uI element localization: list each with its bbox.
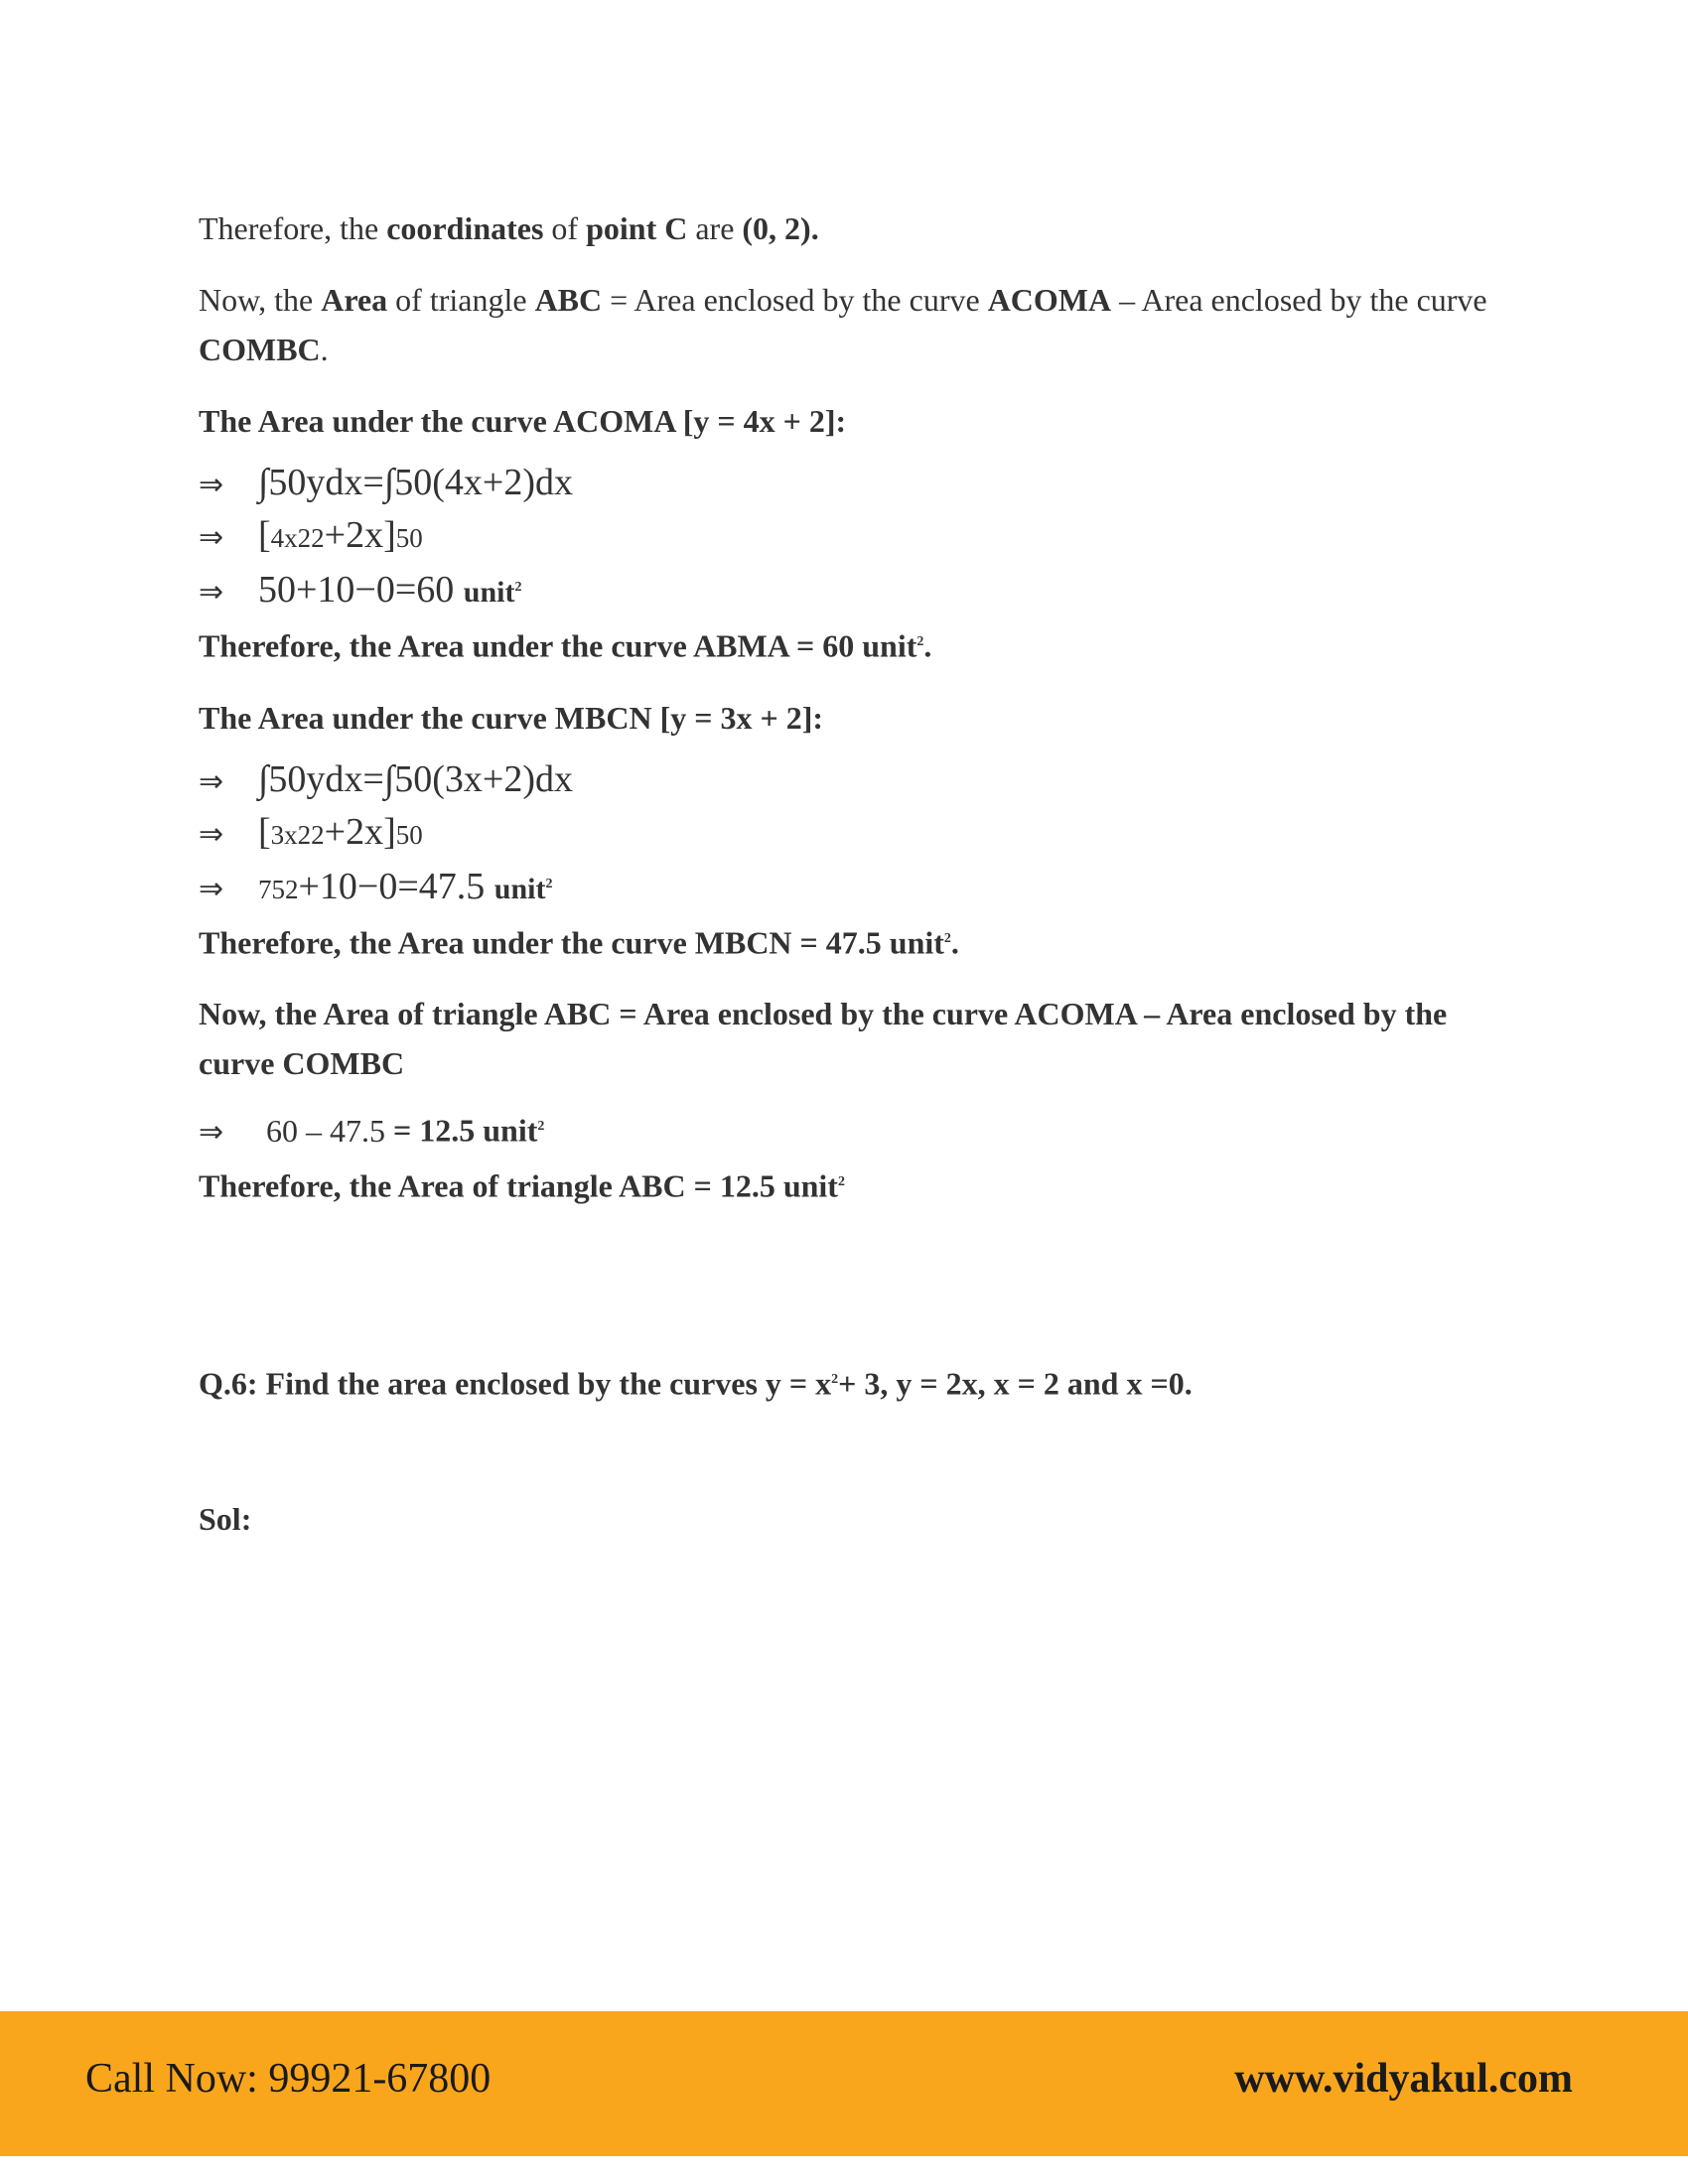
triangle-calculation-line [199, 1102, 1489, 1158]
area-intro-paragraph [199, 275, 1489, 374]
bold-text: Area [321, 282, 388, 318]
acoma-heading: The Area under the curve ACOMA [y = 4x + 2]: [199, 403, 847, 439]
result-text: Therefore, the Area of triangle ABC = 12.5 unit [199, 1167, 838, 1204]
math-expression: [ [258, 514, 271, 556]
text: are [687, 210, 743, 246]
text: – Area enclosed by the curve [1111, 282, 1487, 318]
triangle-statement: Now, the Area of triangle ABC = Area enclosed by the curve ACOMA – Area enclosed by the curve COMBC [199, 996, 1448, 1082]
mbcn-heading: The Area under the curve MBCN [y = 3x + 2]: [199, 699, 823, 736]
unit-label [494, 873, 553, 905]
unit-label [464, 576, 522, 609]
bold-text: COMBC [199, 332, 321, 367]
math-limits: 50 [395, 819, 423, 850]
acoma-integral-line [199, 458, 1489, 510]
text: of triangle [387, 282, 535, 318]
superscript: 2 [831, 1372, 839, 1387]
question-6 [199, 1355, 1193, 1409]
implies-arrow-icon: ⇒ [199, 1114, 224, 1150]
bold-text: ACOMA [987, 282, 1112, 318]
implies-arrow-icon: ⇒ [199, 871, 224, 906]
solution-label: Sol: [199, 1501, 252, 1537]
result-text: Therefore, the Area under the curve MBCN = 47.5 unit [199, 924, 944, 961]
mbcn-result [199, 914, 1489, 968]
bold-text: ABC [534, 282, 603, 318]
superscript: 2 [837, 1173, 845, 1189]
unit-text: unit [493, 872, 546, 905]
math-expression: ∫50ydx=∫50(3x+2)dx [258, 757, 573, 800]
bold-text: (0, 2). [742, 210, 819, 246]
math-fraction: 3x22 [270, 819, 325, 850]
text: Now, the [199, 282, 322, 318]
implies-arrow-icon: ⇒ [199, 763, 224, 799]
text: = Area enclosed by the curve [602, 282, 988, 318]
math-expression: [ [258, 810, 271, 853]
superscript: 2 [916, 634, 924, 649]
math-expression: +2x] [324, 810, 396, 853]
result-text: . [923, 627, 932, 664]
result-text: Therefore, the Area under the curve ABMA = 60 unit [199, 627, 917, 664]
math-expression: 50+10−0=60 [258, 569, 455, 611]
superscript: 2 [537, 1119, 545, 1135]
mbcn-integral-line [199, 754, 1489, 807]
math-fraction: 752 [258, 874, 299, 904]
math-fraction: 4x22 [270, 523, 325, 553]
math-expression: +10−0=47.5 [298, 865, 486, 907]
text: Therefore, the [199, 210, 387, 246]
acoma-result [199, 617, 1489, 671]
coordinates-paragraph [199, 204, 1489, 253]
math-limits: 50 [395, 523, 423, 553]
text: of [543, 210, 587, 246]
acoma-evaluation-line [199, 563, 1489, 617]
superscript: 2 [545, 876, 553, 891]
implies-arrow-icon: ⇒ [199, 816, 224, 852]
bold-text: point C [586, 210, 688, 246]
acoma-antiderivative-line [199, 510, 1489, 563]
document-body [199, 204, 1489, 1233]
calc-result: = 12.5 unit [393, 1112, 538, 1149]
footer-phone[interactable]: Call Now: 99921-67800 [85, 2056, 492, 2102]
text: . [320, 332, 329, 367]
superscript: 2 [943, 930, 951, 946]
superscript: 2 [514, 580, 522, 595]
unit-text: unit [463, 576, 515, 609]
implies-arrow-icon: ⇒ [199, 520, 224, 555]
math-expression: ∫50ydx=∫50(4x+2)dx [258, 462, 573, 503]
implies-arrow-icon: ⇒ [199, 575, 224, 610]
footer-website-link[interactable]: www.vidyakul.com [1234, 2056, 1573, 2102]
mbcn-evaluation-line [199, 860, 1489, 914]
triangle-final-result [199, 1158, 1489, 1211]
math-expression: +2x] [324, 514, 396, 556]
question-text: + 3, y = 2x, x = 2 and x =0. [838, 1365, 1193, 1402]
mbcn-antiderivative-line [199, 807, 1489, 860]
implies-arrow-icon: ⇒ [199, 468, 224, 502]
math-expression: 60 – 47.5 [266, 1112, 385, 1149]
result-text: . [950, 924, 959, 961]
question-text: Q.6: Find the area enclosed by the curves y = x [199, 1365, 832, 1402]
footer-banner [0, 2011, 1688, 2156]
bold-text: coordinates [386, 210, 544, 246]
